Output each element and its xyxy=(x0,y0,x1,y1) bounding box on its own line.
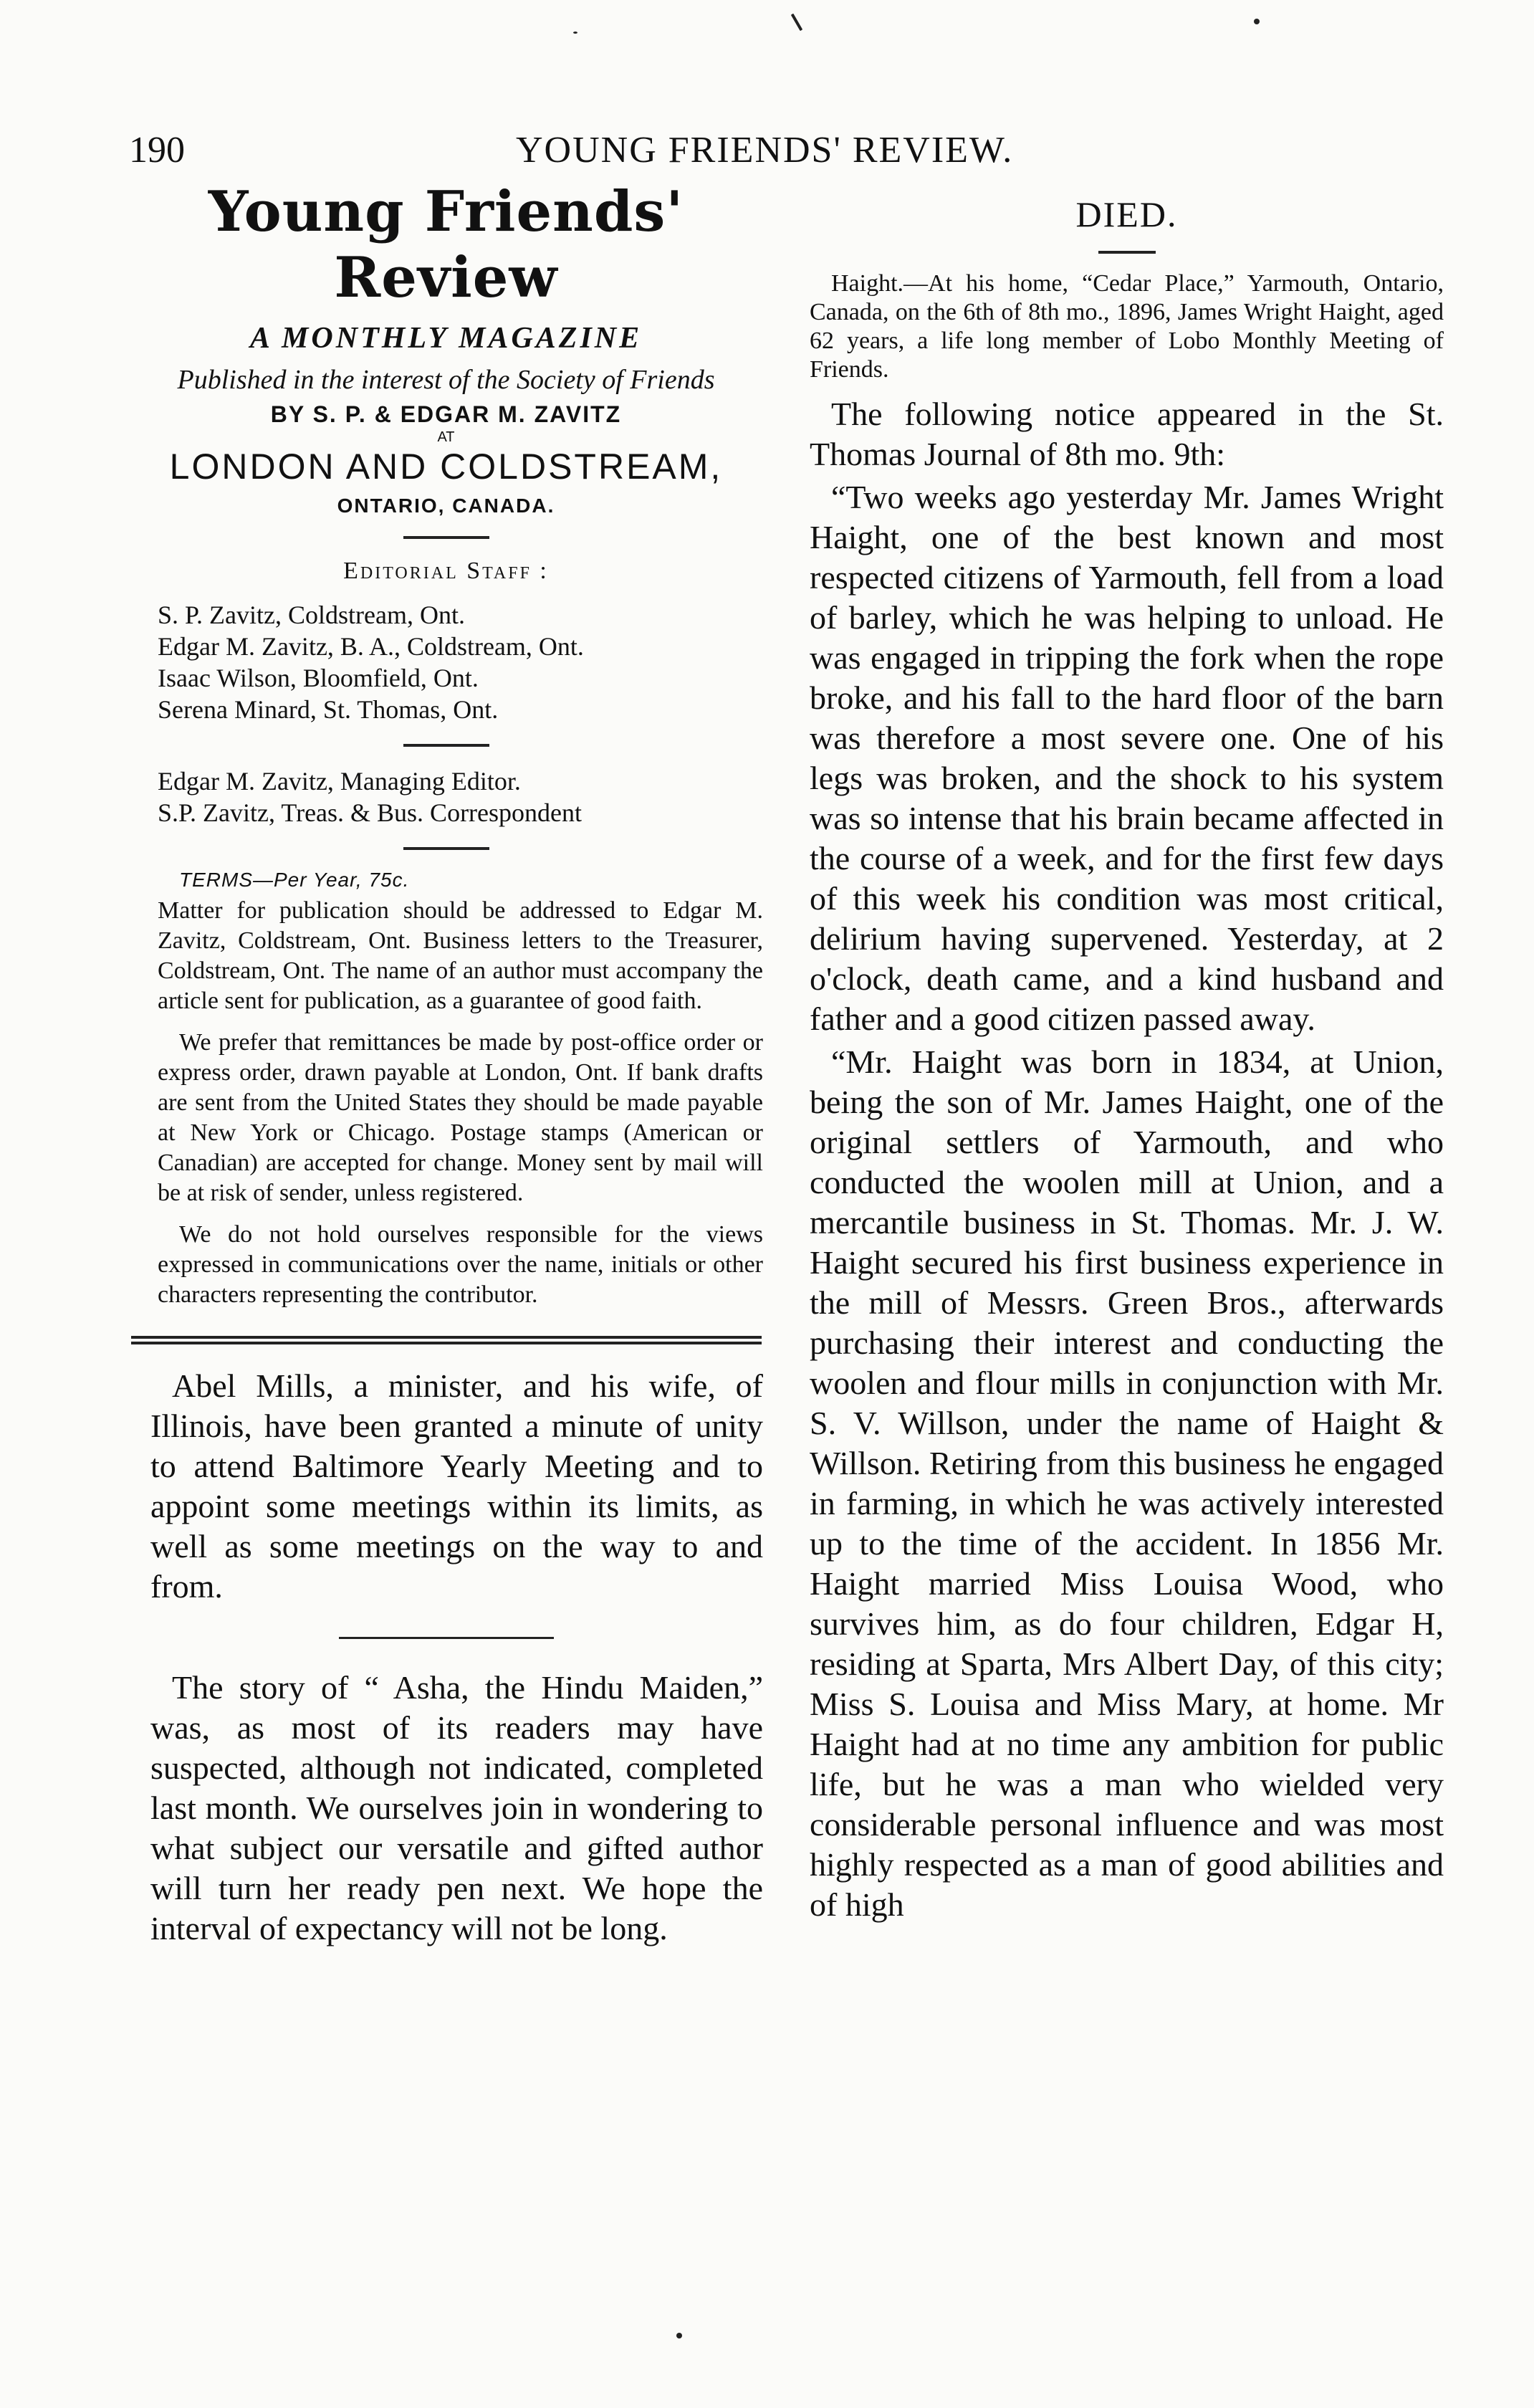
remittance-notice: We prefer that remittances be made by post-office order or express order, drawn payable at London, Ont. If bank drafts are sent from the United States they should be made payable at New York or Chicago. Postage stamps (American or Canadian) are accepted for change. Money sent by mail will be at risk of sender, unless registered. xyxy=(158,1029,763,1206)
publishers-byline: BY S. P. & EDGAR M. ZAVITZ xyxy=(270,401,622,427)
died-heading: DIED. xyxy=(1075,194,1178,234)
magazine-subtitle: A MONTHLY MAGAZINE xyxy=(249,322,643,355)
obituary-notice: Haight.—At his home, “Cedar Place,” Yarmouth, Ontario, Canada, on the 6th of 8th mo., 1896, James Wright Haight, aged 62 years, a life long member of Lobo Monthly Meeting of Friends. xyxy=(810,270,1444,383)
editors-block xyxy=(158,765,763,828)
left-column xyxy=(129,179,763,1949)
masthead-title: Young Friends' Review xyxy=(208,179,684,310)
divider xyxy=(339,1637,554,1639)
staff-member: Serena Minard, St. Thomas, Ont. xyxy=(158,695,499,724)
treasurer: S.P. Zavitz, Treas. & Bus. Correspondent xyxy=(158,798,583,827)
staff-member: Isaac Wilson, Bloomfield, Ont. xyxy=(158,664,479,692)
responsibility-notice: We do not hold ourselves responsible for the views expressed in communications over the name, initials or other characters representing the contributor. xyxy=(158,1221,763,1308)
running-head xyxy=(129,129,1426,172)
biography-paragraph: “Mr. Haight was born in 1834, at Union, being the son of Mr. James Haight, one of the original settlers of Yarmouth, and who conducted the woolen mill at Union, and a mercantile business in St. Thomas. Mr. J. W. Haight secured his first business experience in the mill of Messrs. Green Bros., afterwards purchasing their interest and conducting the woolen and flour mills in conjunction with Mr. S. V. Willson, under the name of Haight & Willson. Retiring from this business he engaged in farming, in which he was actively interested up to the time of the accident. In 1856 Mr. Haight married Miss Louisa Wood, who survives him, as do four children, Edgar H, residing at Sparta, Mrs Albert Day, of this city; Miss S. Louisa and Miss Mary, at home. Mr Haight had at no time any ambition for public life, but he was a man who wielded very considerable personal influence and was most highly respected as a man of good abilities and of high xyxy=(810,1043,1444,1923)
managing-editor: Edgar M. Zavitz, Managing Editor. xyxy=(158,767,521,796)
place-subline: ONTARIO, CANADA. xyxy=(337,494,555,517)
news-item-asha: The story of “ Asha, the Hindu Maiden,” was, as most of its readers may have suspected, although not indicated, completed last month. We ourselves join in wondering to what subject our versatile and gifted author will turn her ready pen next. We hope the interval of expectancy will not be long. xyxy=(150,1669,763,1946)
print-speck xyxy=(1254,19,1260,24)
editorial-staff-list xyxy=(158,599,763,725)
terms-heading: TERMS—Per Year, 75c. xyxy=(179,869,410,891)
page-number: 190 xyxy=(129,130,185,171)
divider xyxy=(1098,251,1156,254)
publication-notice: Matter for publication should be addressed to Edgar M. Zavitz, Coldstream, Ont. Business letters to the Treasurer, Coldstream, Ont. The name of an author must accompany the article sent for publication, as a guarantee of good faith. xyxy=(158,897,763,1014)
divider xyxy=(403,744,489,747)
print-speck xyxy=(573,32,577,34)
print-speck xyxy=(676,2333,682,2338)
staff-member: S. P. Zavitz, Coldstream, Ont. xyxy=(158,601,465,629)
published-statement: Published in the interest of the Society of Friends xyxy=(177,365,715,395)
divider xyxy=(403,536,489,539)
staff-member: Edgar M. Zavitz, B. A., Coldstream, Ont. xyxy=(158,632,584,661)
journal-report-paragraph: “Two weeks ago yesterday Mr. James Wright Haight, one of the best known and most respected citizens of Yarmouth, fell from a load of barley, which he was helping to unload. He was engaged in tripping the fork when the rope broke, and his fall to the hard floor of the barn was therefore a most severe one. One of his legs was broken, and the shock to his system was so intense that his brain became affected in the course of a week, and for the first few days of this week his condition was most critical, delirium having supervened. Yesterday, at 2 o'clock, death came, and a kind husband and father and a good citizen passed away. xyxy=(810,479,1444,1037)
editorial-staff-heading: Editorial Staff : xyxy=(343,558,549,584)
divider xyxy=(403,847,489,850)
place-line: LONDON AND COLDSTREAM, xyxy=(169,446,723,487)
at-label: AT xyxy=(437,429,455,445)
journal-running-title: YOUNG FRIENDS' REVIEW. xyxy=(516,130,1014,171)
notice-intro: The following notice appeared in the St. Thomas Journal of 8th mo. 9th: xyxy=(810,396,1444,472)
print-speck xyxy=(791,14,802,32)
double-rule xyxy=(131,1336,762,1344)
right-column xyxy=(810,194,1444,1925)
news-item-abel-mills: Abel Mills, a minister, and his wife, of Illinois, have been granted a minute of unity to attend Baltimore Yearly Meeting and to appoint some meetings within its limits, as well as some meetings on the way to and from. xyxy=(150,1367,763,1605)
